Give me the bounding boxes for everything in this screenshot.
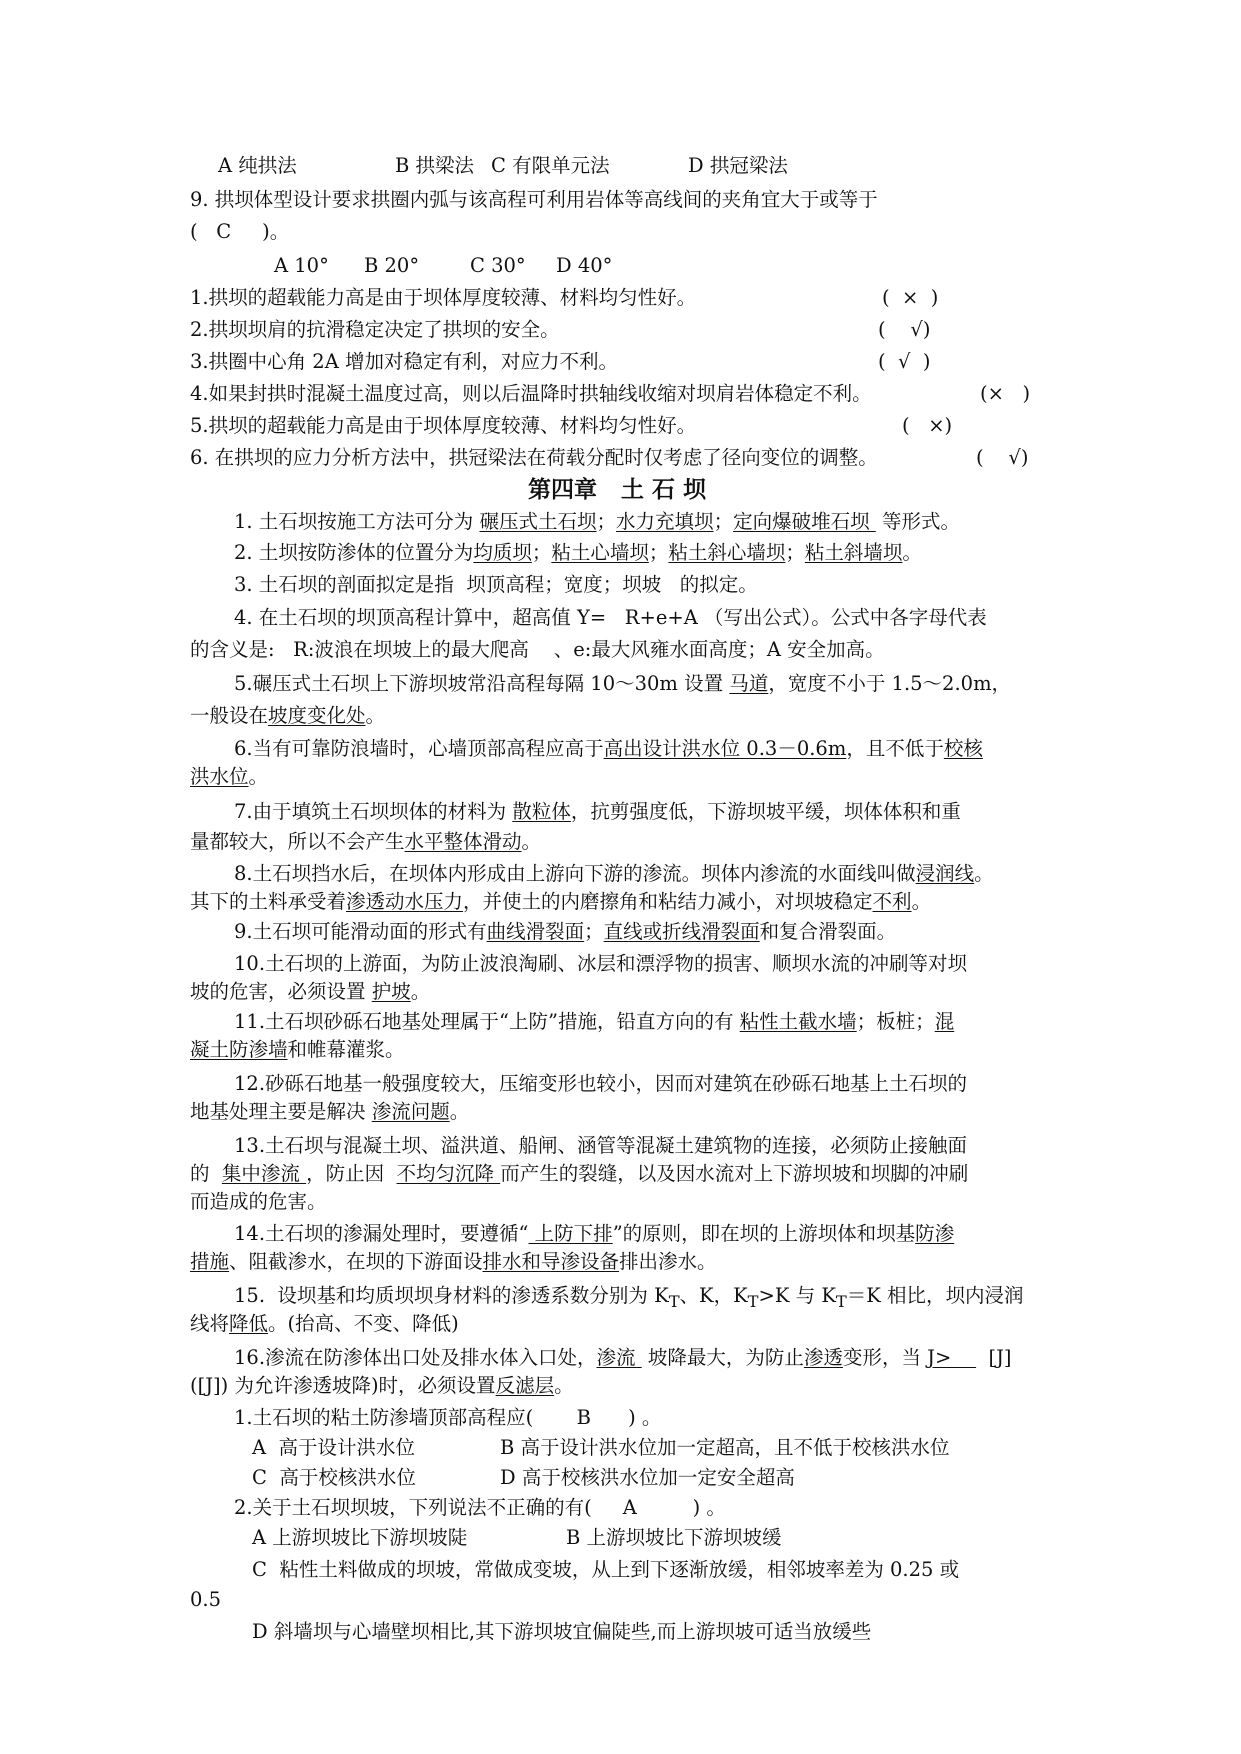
fill-item-4-line2: 的含义是: R:波浪在坝坡上的最大爬高 、e:最大风雍水面高度；A 安全加高。 — [190, 638, 885, 661]
fill-item-15-line1: 15. 设坝基和均质坝坝身材料的渗透系数分别为 $K_T$、K，$K_T>K$ 与 $K_T=K$ 相比，坝内浸润 — [234, 1284, 1024, 1311]
mc-q1-option-c: C 高于校核洪水位 — [252, 1466, 416, 1489]
tf-mark-6: ( √) — [976, 446, 1029, 469]
fill-item-7-line2: 量都较大，所以不会产生水平整体滑动。 — [190, 830, 542, 853]
fill-item-5-line2: 一般设在坡度变化处。 — [190, 704, 386, 727]
tf-item-4: 4.如果封拱时混凝土温度过高，则以后温降时拱轴线收缩对坝肩岩体稳定不利。 — [190, 382, 872, 405]
tf-mark-2: ( √) — [878, 318, 931, 341]
option-c: C 有限单元法 — [491, 154, 610, 177]
fill-item-7-line1: 7.由于填筑土石坝坝体的材料为 散粒体，抗剪强度低，下游坝坡平缓，坝体体积和重 — [234, 800, 961, 823]
tf-mark-3: ( √ ) — [878, 350, 931, 373]
mc-question-1: 1.土石坝的粘土防渗墙顶部高程应( B ) 。 — [234, 1406, 662, 1429]
fill-item-13-line3: 而造成的危害。 — [190, 1190, 327, 1213]
fill-item-11-line2: 凝土防渗墙和帷幕灌浆。 — [190, 1038, 405, 1061]
mc-q1-option-a: A 高于设计洪水位 — [252, 1436, 415, 1459]
tf-item-3: 3.拱圈中心角 2A 增加对稳定有利，对应力不利。 — [190, 350, 618, 373]
mc-q2-option-a: A 上游坝坡比下游坝坡陡 — [252, 1526, 468, 1549]
tf-mark-1: ( × ) — [882, 286, 939, 309]
fill-item-13-line1: 13.土石坝与混凝土坝、溢洪道、船闸、涵管等混凝土建筑物的连接，必须防止接触面 — [234, 1134, 968, 1157]
fill-item-8-line1: 8.土石坝挡水后，在坝体内形成由上游向下游的渗流。坝体内渗流的水面线叫做浸润线。 — [234, 862, 994, 885]
fill-item-10-line1: 10.土石坝的上游面，为防止波浪淘刷、冰层和漂浮物的损害、顺坝水流的冲刷等对坝 — [234, 952, 968, 975]
fill-item-11-line1: 11.土石坝砂砾石地基处理属于“上防”措施，铅直方向的有 粘性土截水墙；板桩；混 — [234, 1010, 955, 1033]
fill-item-1: 1. 土石坝按施工方法可分为 碾压式土石坝；水力充填坝；定向爆破堆石坝 等形式。 — [234, 510, 960, 533]
q9-option-d: D 40° — [556, 254, 613, 277]
fill-item-9: 9.土石坝可能滑动面的形式有曲线滑裂面；直线或折线滑裂面和复合滑裂面。 — [234, 920, 897, 943]
fill-item-14-line2: 措施、阻截渗水，在坝的下游面设排水和导渗设备排出渗水。 — [190, 1250, 717, 1273]
fill-item-13-line2: 的 集中渗流 ，防止因 不均匀沉降 而产生的裂缝，以及因水流对上下游坝坡和坝脚的冲刷 — [190, 1162, 969, 1185]
q9-option-c: C 30° — [470, 254, 526, 277]
fill-item-2: 2. 土坝按防渗体的位置分为均质坝；粘土心墙坝；粘土斜心墙坝；粘土斜墙坝。 — [234, 541, 922, 564]
fill-item-6-line2: 洪水位。 — [190, 765, 269, 788]
tf-item-2: 2.拱坝坝肩的抗滑稳定决定了拱坝的安全。 — [190, 318, 560, 341]
mc-q2-option-b: B 上游坝坡比下游坝坡缓 — [566, 1526, 782, 1549]
fill-item-6-line1: 6.当有可靠防浪墙时，心墙顶部高程应高于高出设计洪水位 0.3－0.6m，且不低于校核 — [234, 737, 983, 760]
option-b: B 拱梁法 — [395, 154, 475, 177]
fill-item-12-line2: 地基处理主要是解决 渗流问题。 — [190, 1100, 470, 1123]
tf-mark-5: ( ×) — [902, 414, 953, 437]
mc-question-2: 2.关于土石坝坝坡，下列说法不正确的有( A ) 。 — [234, 1496, 726, 1519]
option-d: D 拱冠梁法 — [688, 154, 788, 177]
mc-q2-option-d: D 斜墙坝与心墙壁坝相比,其下游坝坡宜偏陡些,而上游坝坡可适当放缓些 — [252, 1620, 872, 1643]
tf-mark-4: (× ) — [980, 382, 1031, 405]
mc-q2-option-c-cont: 0.5 — [190, 1588, 222, 1611]
question-9-stem: 9. 拱坝体型设计要求拱圈内弧与该高程可利用岩体等高线间的夹角宜大于或等于 — [190, 188, 878, 211]
mc-q1-option-b: B 高于设计洪水位加一定超高，且不低于校核洪水位 — [500, 1436, 950, 1459]
fill-item-4-line1: 4. 在土石坝的坝顶高程计算中，超高值 Y= R+e+A （写出公式）。公式中各字母代表 — [234, 606, 987, 629]
fill-item-3: 3. 土石坝的剖面拟定是指 坝顶高程；宽度；坝坡 的拟定。 — [234, 573, 758, 596]
tf-item-6: 6. 在拱坝的应力分析方法中，拱冠梁法在荷载分配时仅考虑了径向变位的调整。 — [190, 446, 878, 469]
mc-q2-option-c: C 粘性土料做成的坝坡，常做成变坡，从上到下逐渐放缓，相邻坡率差为 0.25 或 — [252, 1558, 960, 1581]
fill-item-8-line2: 其下的土料承受着渗透动水压力，并使土的内磨擦角和粘结力减小，对坝坡稳定不利。 — [190, 890, 932, 913]
tf-item-1: 1.拱坝的超载能力高是由于坝体厚度较薄、材料均匀性好。 — [190, 286, 697, 309]
tf-item-5: 5.拱坝的超载能力高是由于坝体厚度较薄、材料均匀性好。 — [190, 414, 697, 437]
chapter-title: 第四章 土 石 坝 — [528, 476, 707, 503]
fill-item-16-line1: 16.渗流在防渗体出口处及排水体入口处，渗流 坡降最大，为防止渗透变形，当 J> [J] — [234, 1346, 1012, 1369]
fill-item-16-line2: ([J]) 为允许渗透坡降)时，必须设置反滤层。 — [190, 1374, 574, 1397]
q9-option-b: B 20° — [364, 254, 420, 277]
question-9-answer: ( C )。 — [190, 220, 290, 243]
fill-item-15-line2: 线将降低。(抬高、不变、降低) — [190, 1312, 459, 1335]
mc-q1-option-d: D 高于校核洪水位加一定安全超高 — [500, 1466, 795, 1489]
fill-item-14-line1: 14.土石坝的渗漏处理时，要遵循“ 上防下排”的原则，即在坝的上游坝体和坝基防渗 — [234, 1222, 955, 1245]
option-a: A 纯拱法 — [218, 154, 297, 177]
fill-item-12-line1: 12.砂砾石地基一般强度较大，压缩变形也较小，因而对建筑在砂砾石地基上土石坝的 — [234, 1072, 968, 1095]
fill-item-5-line1: 5.碾压式土石坝上下游坝坡常沿高程每隔 10～30m 设置 马道，宽度不小于 1.5～2.0m， — [234, 672, 1012, 695]
q9-option-a: A 10° — [274, 254, 329, 277]
fill-item-10-line2: 坡的危害，必须设置 护坡。 — [190, 980, 431, 1003]
